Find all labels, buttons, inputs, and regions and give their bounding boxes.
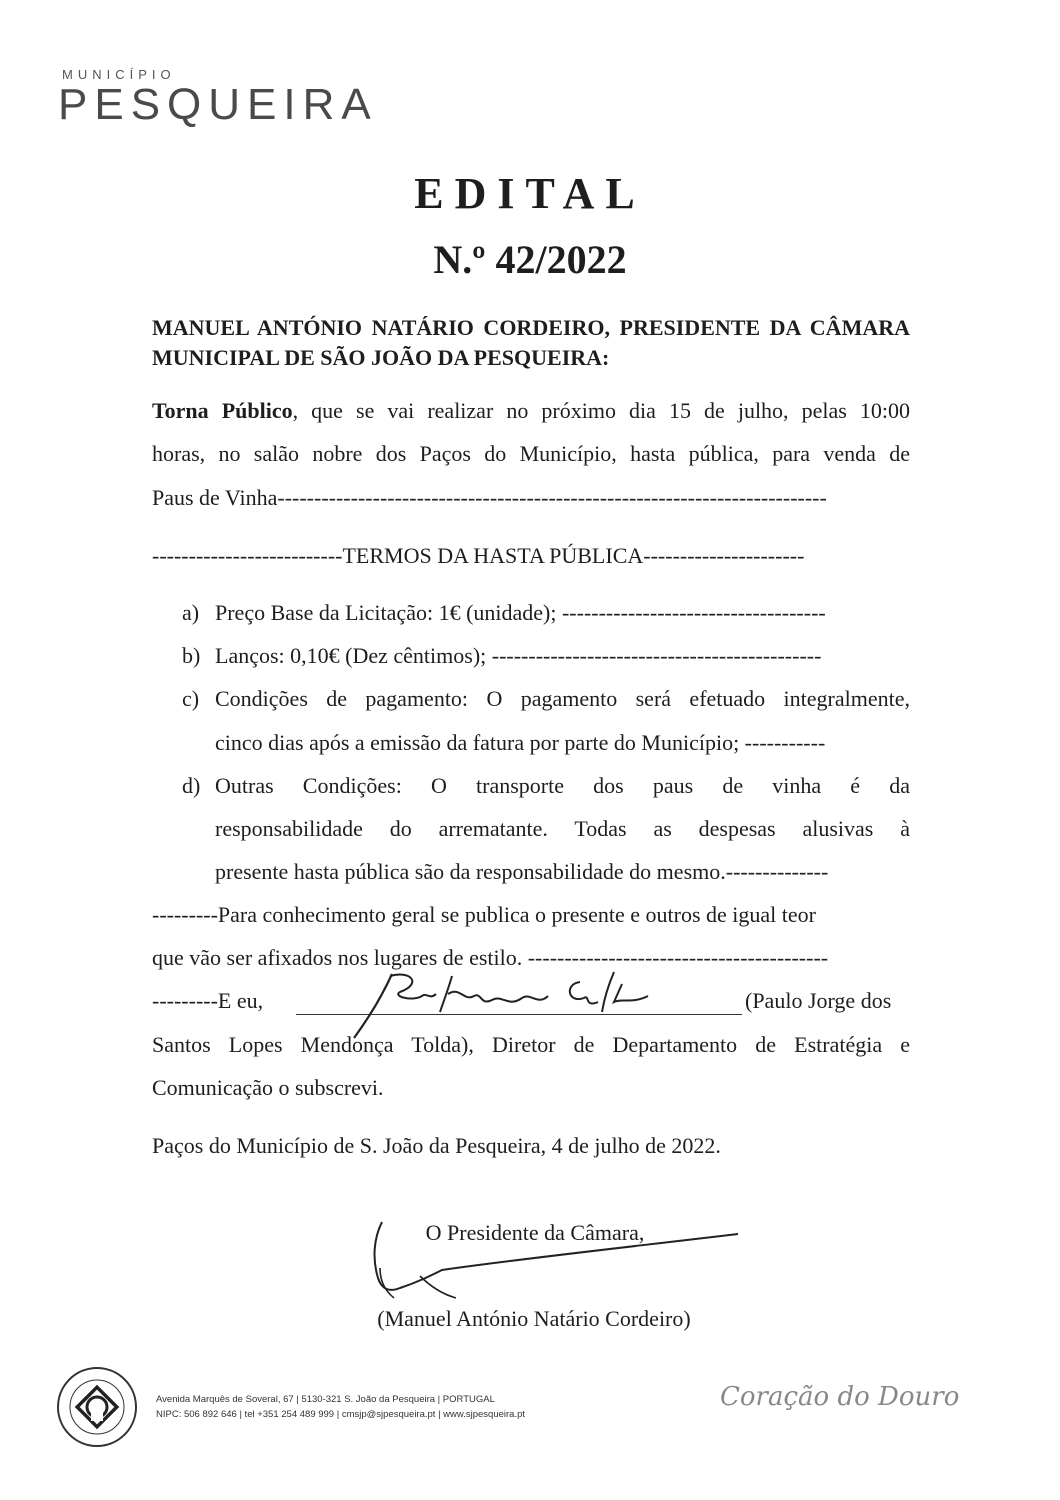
intro-line-3: Paus de Vinha--------------------------------------------------------------------------- bbox=[152, 485, 827, 510]
publication-line-1: ---------Para conhecimento geral se publica o presente e outros de igual teor bbox=[152, 902, 816, 927]
footer-contacts: NIPC: 506 892 646 | tel +351 254 489 999 | cmsjp@sjpesqueira.pt | www.sjpesqueira.pt bbox=[156, 1409, 526, 1420]
date-line: Paços do Município de S. João da Pesqueira, 4 de julho de 2022. bbox=[152, 1133, 721, 1158]
term-a-letter: a) bbox=[182, 600, 200, 625]
subscription-suffix: (Paulo Jorge dos bbox=[745, 988, 892, 1013]
term-d-line-3: presente hasta pública são da responsabilidade do mesmo.-------------- bbox=[215, 859, 829, 884]
term-a-line-1: Preço Base da Licitação: 1€ (unidade); ------------------------------------ bbox=[215, 600, 826, 625]
document-number: N.º 42/2022 bbox=[433, 237, 627, 282]
intro-line-1-rest: , que se vai realizar no próximo dia 15 de julho, pelas 10:00 bbox=[292, 398, 910, 423]
terms-heading: --------------------------TERMOS DA HASTA PÚBLICA---------------------- bbox=[152, 543, 805, 568]
term-c-line-1: Condições de pagamento: O pagamento será efetuado integralmente, bbox=[215, 686, 910, 711]
subscriber-handwritten-signature bbox=[352, 966, 672, 1046]
intro-bold-lead: Torna Público bbox=[152, 398, 293, 423]
subscription-line-2: Santos Lopes Mendonça Tolda), Diretor de Departamento de Estratégia e bbox=[152, 1032, 910, 1057]
president-heading: MANUEL ANTÓNIO NATÁRIO CORDEIRO, PRESIDENTE DA CÂMARA MUNICIPAL DE SÃO JOÃO DA PESQUEIRA: bbox=[152, 315, 910, 370]
term-d-line-1: Outras Condições: O transporte dos paus de vinha é da bbox=[215, 773, 910, 798]
term-b-letter: b) bbox=[182, 643, 201, 668]
term-c-line-2: cinco dias após a emissão da fatura por parte do Município; ----------- bbox=[215, 730, 826, 755]
intro-line-2: horas, no salão nobre dos Paços do Município, hasta pública, para venda de bbox=[152, 441, 910, 466]
logo-wordmark: PESQUEIRA bbox=[58, 80, 378, 129]
president-signature-title: O Presidente da Câmara, bbox=[425, 1220, 645, 1245]
document-title: EDITAL bbox=[414, 169, 646, 218]
term-c-letter: c) bbox=[182, 686, 200, 711]
logo-municipio-label: MUNICÍPIO bbox=[62, 67, 176, 82]
footer-motto: Coração do Douro bbox=[720, 1382, 960, 1412]
term-b-line-1: Lanços: 0,10€ (Dez cêntimos); --------------------------------------------- bbox=[215, 643, 822, 668]
world-heritage-emblem-icon bbox=[55, 1365, 139, 1449]
president-name: (Manuel António Natário Cordeiro) bbox=[377, 1306, 691, 1331]
publication-line-2: que vão ser afixados nos lugares de estilo. ----------------------------------------- bbox=[152, 945, 829, 970]
subscription-prefix: ---------E eu, bbox=[152, 988, 264, 1013]
term-d-line-2: responsabilidade do arrematante. Todas as despesas alusivas à bbox=[215, 816, 910, 841]
footer-address-block bbox=[156, 1392, 525, 1422]
intro-line-1 bbox=[152, 398, 910, 424]
subscription-line-3: Comunicação o subscrevi. bbox=[152, 1075, 384, 1100]
footer-address: Avenida Marquês de Soveral, 67 | 5130-321 S. João da Pesqueira | PORTUGAL bbox=[156, 1394, 495, 1405]
term-d-letter: d) bbox=[182, 773, 201, 798]
